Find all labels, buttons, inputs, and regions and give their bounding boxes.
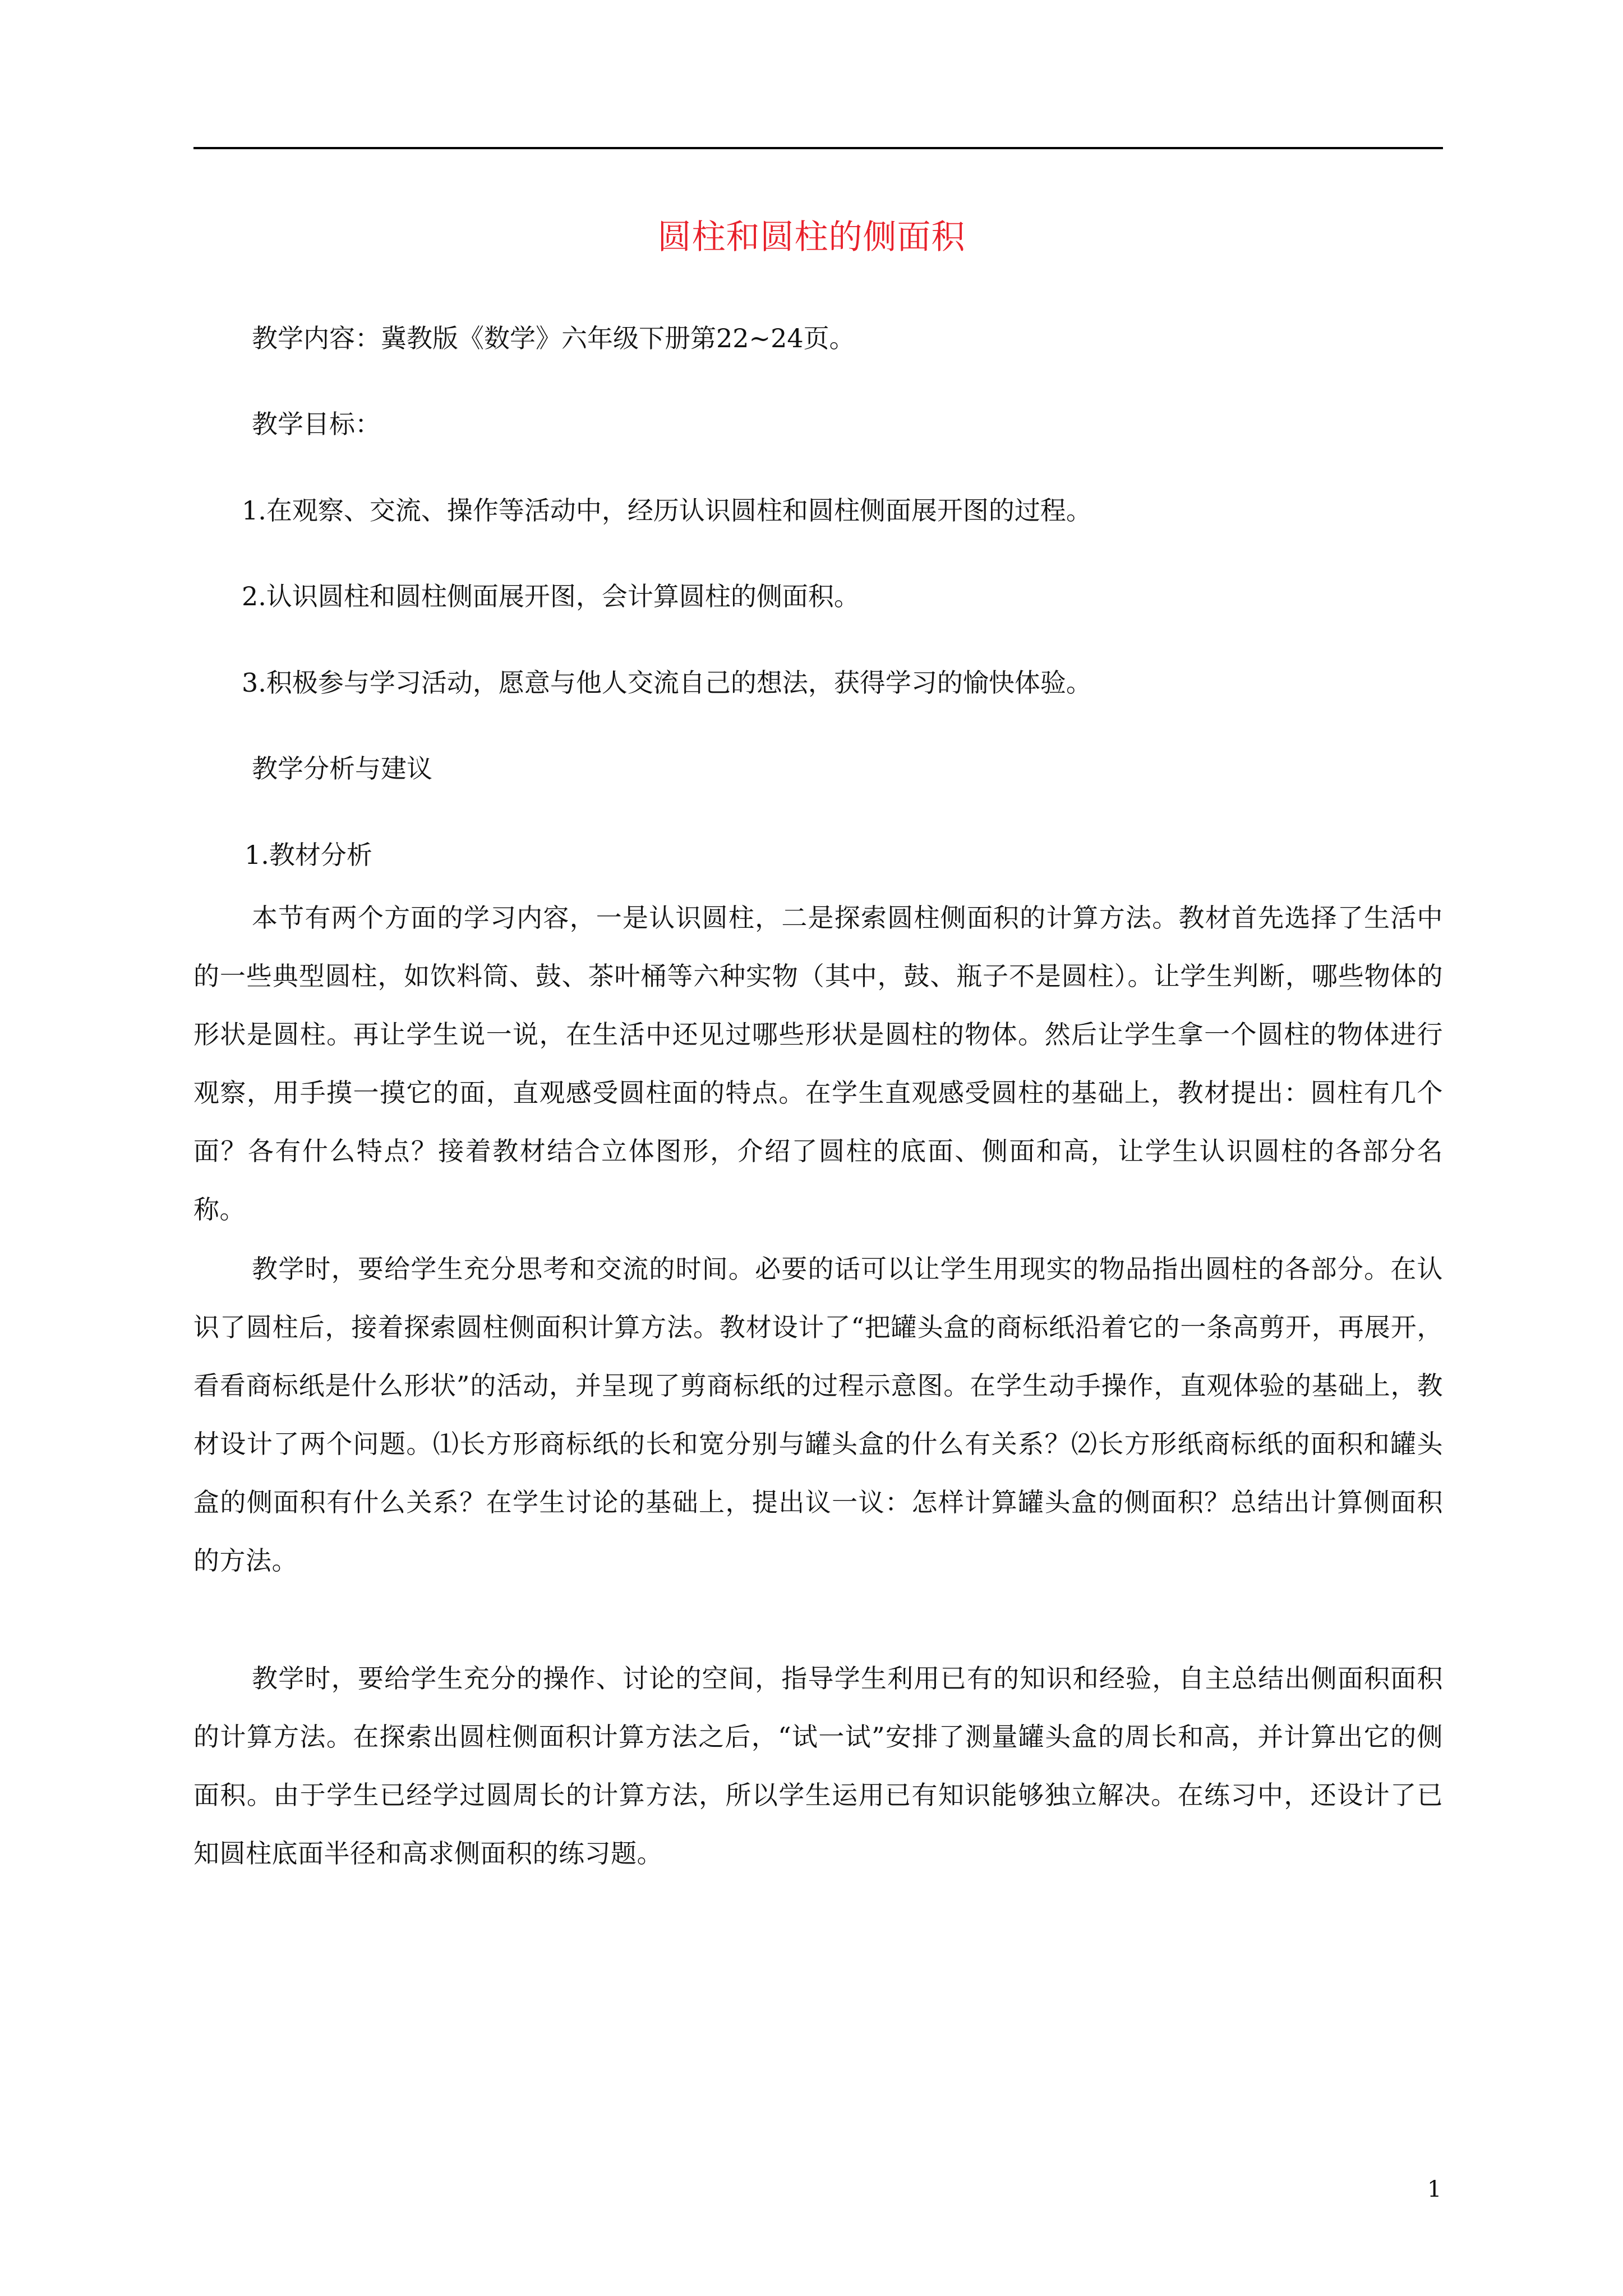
objective-item: 1.在观察、交流、操作等活动中，经历认识圆柱和圆柱侧面展开图的过程。	[242, 495, 1092, 526]
objective-item: 2.认识圆柱和圆柱侧面展开图，会计算圆柱的侧面积。	[242, 581, 860, 611]
teaching-content-line: 教学内容：冀教版《数学》六年级下册第22~24页。	[252, 323, 855, 353]
objective-item: 3.积极参与学习活动，愿意与他人交流自己的想法，获得学习的愉快体验。	[242, 668, 1092, 698]
body-paragraph: 教学时，要给学生充分思考和交流的时间。必要的话可以让学生用现实的物品指出圆柱的各部分。在认识了圆柱后，接着探索圆柱侧面积计算方法。教材设计了“把罐头盒的商标纸沿着它的一条高剪开，再展开，看看商标纸是什么形状”的活动，并呈现了剪商标纸的过程示意图。在学生动手操作，直观体验的基础上，教材设计了两个问题。⑴长方形商标纸的长和宽分别与罐头盒的什么有关系？⑵长方形纸商标纸的面积和罐头盒的侧面积有什么关系？在学生讨论的基础上，提出议一议：怎样计算罐头盒的侧面积？总结出计算侧面积的方法。	[193, 1254, 1443, 1576]
page-number: 1	[1427, 2177, 1442, 2202]
page-title: 圆柱和圆柱的侧面积	[657, 218, 966, 257]
section-subheading: 1.教材分析	[245, 840, 372, 870]
objectives-heading: 教学目标：	[252, 409, 381, 439]
analysis-heading: 教学分析与建议	[252, 753, 432, 784]
header-rule	[193, 147, 1443, 149]
body-paragraph: 本节有两个方面的学习内容，一是认识圆柱，二是探索圆柱侧面积的计算方法。教材首先选择了生活中的一些典型圆柱，如饮料筒、鼓、茶叶桶等六种实物（其中，鼓、瓶子不是圆柱）。让学生判断，哪些物体的形状是圆柱。再让学生说一说，在生活中还见过哪些形状是圆柱的物体。然后让学生拿一个圆柱的物体进行观察，用手摸一摸它的面，直观感受圆柱面的特点。在学生直观感受圆柱的基础上，教材提出：圆柱有几个面？各有什么特点？接着教材结合立体图形，介绍了圆柱的底面、侧面和高，让学生认识圆柱的各部分名称。	[193, 903, 1443, 1225]
body-paragraph: 教学时，要给学生充分的操作、讨论的空间，指导学生利用已有的知识和经验，自主总结出侧面积面积的计算方法。在探索出圆柱侧面积计算方法之后，“试一试”安排了测量罐头盒的周长和高，并计算出它的侧面积。由于学生已经学过圆周长的计算方法，所以学生运用已有知识能够独立解决。在练习中，还设计了已知圆柱底面半径和高求侧面积的练习题。	[193, 1663, 1443, 1869]
